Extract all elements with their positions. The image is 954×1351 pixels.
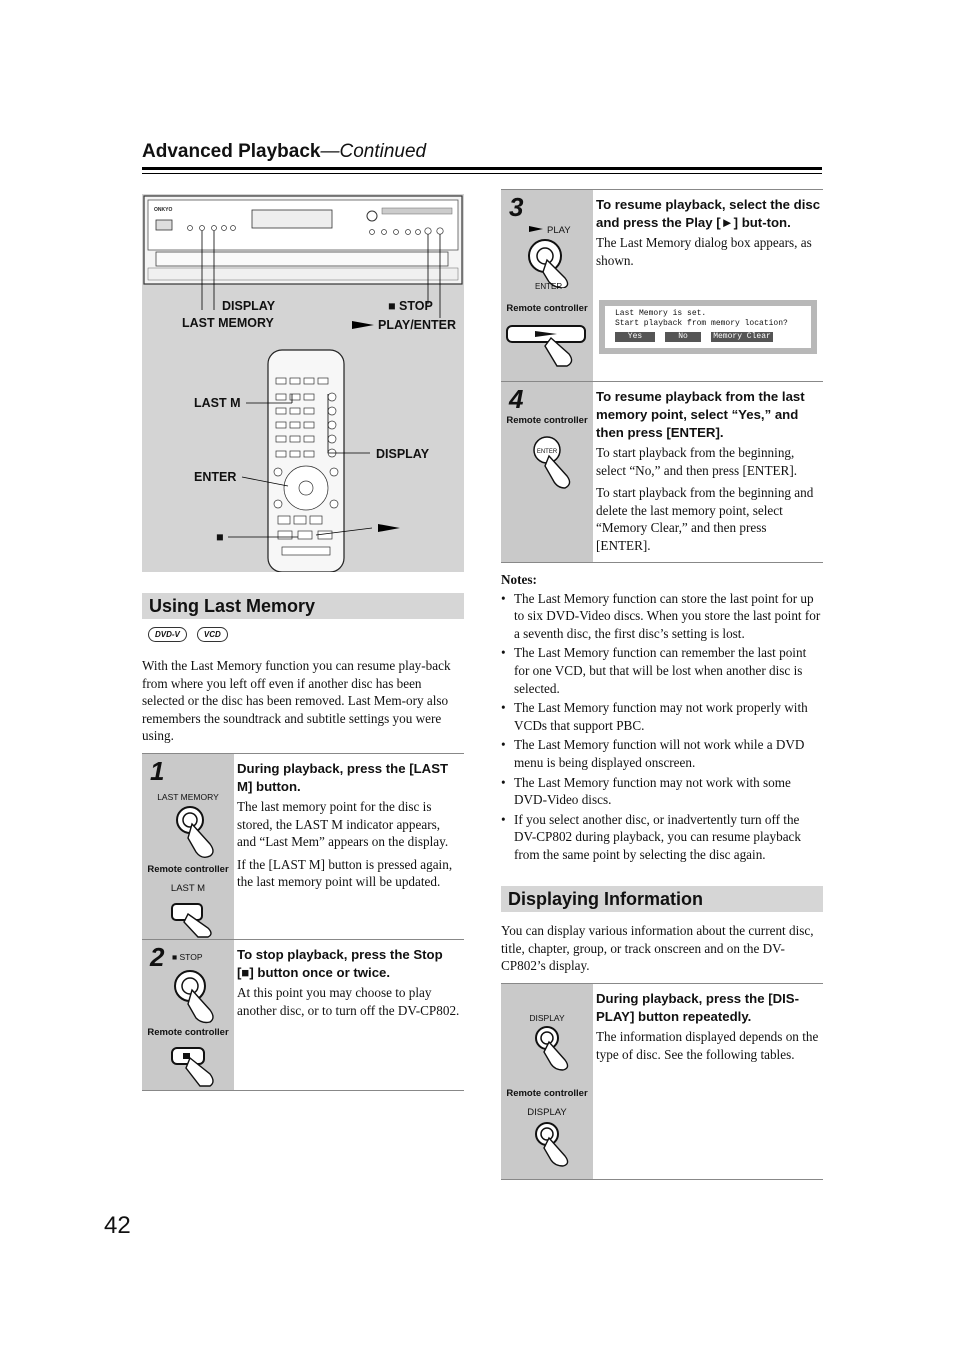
device-diagram xyxy=(142,194,464,572)
step-4-text xyxy=(596,388,821,555)
step-description: The Last Memory dialog box appears, as shown. xyxy=(596,235,812,268)
step-4 xyxy=(501,381,823,563)
step-1-text xyxy=(237,760,462,891)
note-item: • The Last Memory function can remember the last point for one VCD, but that will be lost when another disc is selected. xyxy=(501,644,823,697)
step-number: 2 xyxy=(150,942,165,972)
step-description: If the [LAST M] button is pressed again, the last memory point will be updated. xyxy=(237,856,453,890)
label-display-remote: DISPLAY xyxy=(376,447,430,461)
step-2-illustration xyxy=(142,940,234,1090)
play-button-hand-icon xyxy=(505,320,591,368)
dialog-memory-clear-option[interactable]: Memory Clear xyxy=(711,332,773,342)
hand-press-icon xyxy=(168,898,228,938)
step-instruction: To resume playback from the last memory point, select “Yes,” and then press [ENTER]. xyxy=(596,389,805,440)
remote-label: Remote controller xyxy=(147,1027,229,1038)
page-number: 42 xyxy=(104,1212,131,1239)
step-3 xyxy=(501,189,823,382)
remote-label: Remote controller xyxy=(506,415,588,426)
label-last-memory: LAST MEMORY xyxy=(182,316,274,330)
label-display: DISPLAY xyxy=(222,299,276,313)
dialog-message: Last Memory is set. xyxy=(615,309,707,318)
vcd-badge: VCD xyxy=(197,627,228,642)
button-label: LAST M xyxy=(170,883,206,894)
button-label: LAST MEMORY xyxy=(157,792,219,802)
step-description: To start playback from the beginning, select “No,” and then press [ENTER]. xyxy=(596,445,798,478)
hand-press-icon xyxy=(170,966,230,1024)
dvd-video-badge: DVD-V xyxy=(148,627,187,642)
label-stop: ■ STOP xyxy=(388,299,433,313)
dialog-yes-option[interactable]: Yes xyxy=(615,332,655,342)
step-description: The information displayed depends on the type of disc. See the following tables. xyxy=(596,1029,819,1062)
header-title: Advanced Playback xyxy=(142,141,321,162)
play-arrow-icon xyxy=(378,524,400,532)
display-step xyxy=(501,983,823,1180)
dialog-no-option[interactable]: No xyxy=(665,332,701,342)
stop-button-hand-icon xyxy=(168,1044,228,1088)
step-2-text xyxy=(237,946,462,1019)
header-rule-thick xyxy=(142,167,822,170)
disc-badges xyxy=(148,627,228,642)
last-memory-dialog xyxy=(599,300,817,354)
step-description: The last memory point for the disc is stored, the LAST M indicator appears, and “Last Mem” appears on the display. xyxy=(237,799,449,850)
brand-logo: ONKYO xyxy=(154,207,173,213)
step-instruction: To resume playback, select the disc and press the Play [►] but-ton. xyxy=(596,197,821,230)
play-arrow-icon xyxy=(352,320,374,330)
header-continued: —Continued xyxy=(320,141,427,162)
button-label: ■ STOP xyxy=(172,952,203,962)
note-item: • If you select another disc, or inadvertently turn off the DV-CP802 during playback, you can resume playback from the same point by selecting the disc again. xyxy=(501,811,823,864)
section-title-displaying-information: Displaying Information xyxy=(501,886,823,912)
button-label: PLAY xyxy=(547,225,571,236)
hand-press-icon xyxy=(531,1118,583,1168)
step-number: 3 xyxy=(509,192,524,222)
note-item: • The Last Memory function may not work with some DVD-Video discs. xyxy=(501,774,823,809)
dialog-message: Start playback from memory location? xyxy=(615,319,788,328)
hand-press-icon xyxy=(523,234,587,288)
notes-title: Notes: xyxy=(501,572,537,587)
display-step-illustration xyxy=(501,984,593,1179)
label-play-enter: PLAY/ENTER xyxy=(378,318,457,332)
step-description: To start playback from the beginning and delete the last memory point, select “Memory Clear,” and then press [ENTER]. xyxy=(596,485,814,553)
step-3-text xyxy=(596,196,821,269)
step-instruction: During playback, press the [DIS-PLAY] button repeatedly. xyxy=(596,991,799,1024)
hand-press-icon xyxy=(531,1024,583,1072)
note-item: • The Last Memory function will not work while a DVD menu is being displayed onscreen. xyxy=(501,736,823,771)
label-last-m: LAST M xyxy=(194,396,241,410)
note-item: • The Last Memory function can store the last point for up to six DVD-Video discs. When you store the last point for a seventh disc, the first disc’s setting is lost. xyxy=(501,590,823,643)
enter-button-hand-icon xyxy=(531,432,583,492)
display-step-text xyxy=(596,990,821,1063)
page-header xyxy=(142,141,426,163)
step-description: At this point you may choose to play another disc, or to turn off the DV-CP802. xyxy=(237,985,460,1018)
step-1-illustration xyxy=(142,754,234,939)
step-1 xyxy=(142,753,464,940)
step-number: 4 xyxy=(509,384,524,414)
header-rule-thin xyxy=(142,173,822,174)
remote-label: Remote controller xyxy=(147,864,229,875)
display-info-intro: You can display various information about the current disc, title, chapter, group, or track onscreen and on the DV-CP802’s display. xyxy=(501,923,814,974)
step-2 xyxy=(142,939,464,1091)
remote-label: Remote controller xyxy=(506,1088,588,1099)
label-stop-symbol: ■ xyxy=(216,530,224,544)
hand-press-icon xyxy=(170,802,230,860)
step-3-illustration xyxy=(501,190,593,381)
remote-label: Remote controller xyxy=(506,303,588,314)
using-intro: With the Last Memory function you can resume play-back from where you left off even if another disc has been selected or the disc has been removed. Last Mem-ory also remembers the soundtrack and subtitle settings you were using. xyxy=(142,658,451,744)
button-label: DISPLAY xyxy=(527,1107,567,1118)
step-instruction: During playback, press the [LAST M] button. xyxy=(237,761,449,794)
notes xyxy=(501,571,823,866)
device-illustration xyxy=(142,194,464,572)
play-enter-label xyxy=(352,316,456,334)
section-title-using-last-memory: Using Last Memory xyxy=(142,593,464,619)
play-arrow-icon xyxy=(529,225,543,233)
step-instruction: To stop playback, press the Stop [■] button once or twice. xyxy=(237,947,443,980)
label-enter: ENTER xyxy=(194,470,237,484)
button-label: ENTER xyxy=(535,282,563,291)
button-label: DISPLAY xyxy=(529,1013,565,1023)
note-item: • The Last Memory function may not work properly with VCDs that support PBC. xyxy=(501,699,823,734)
button-label: ENTER xyxy=(536,449,558,455)
step-number: 1 xyxy=(150,756,165,786)
step-4-illustration xyxy=(501,382,593,562)
